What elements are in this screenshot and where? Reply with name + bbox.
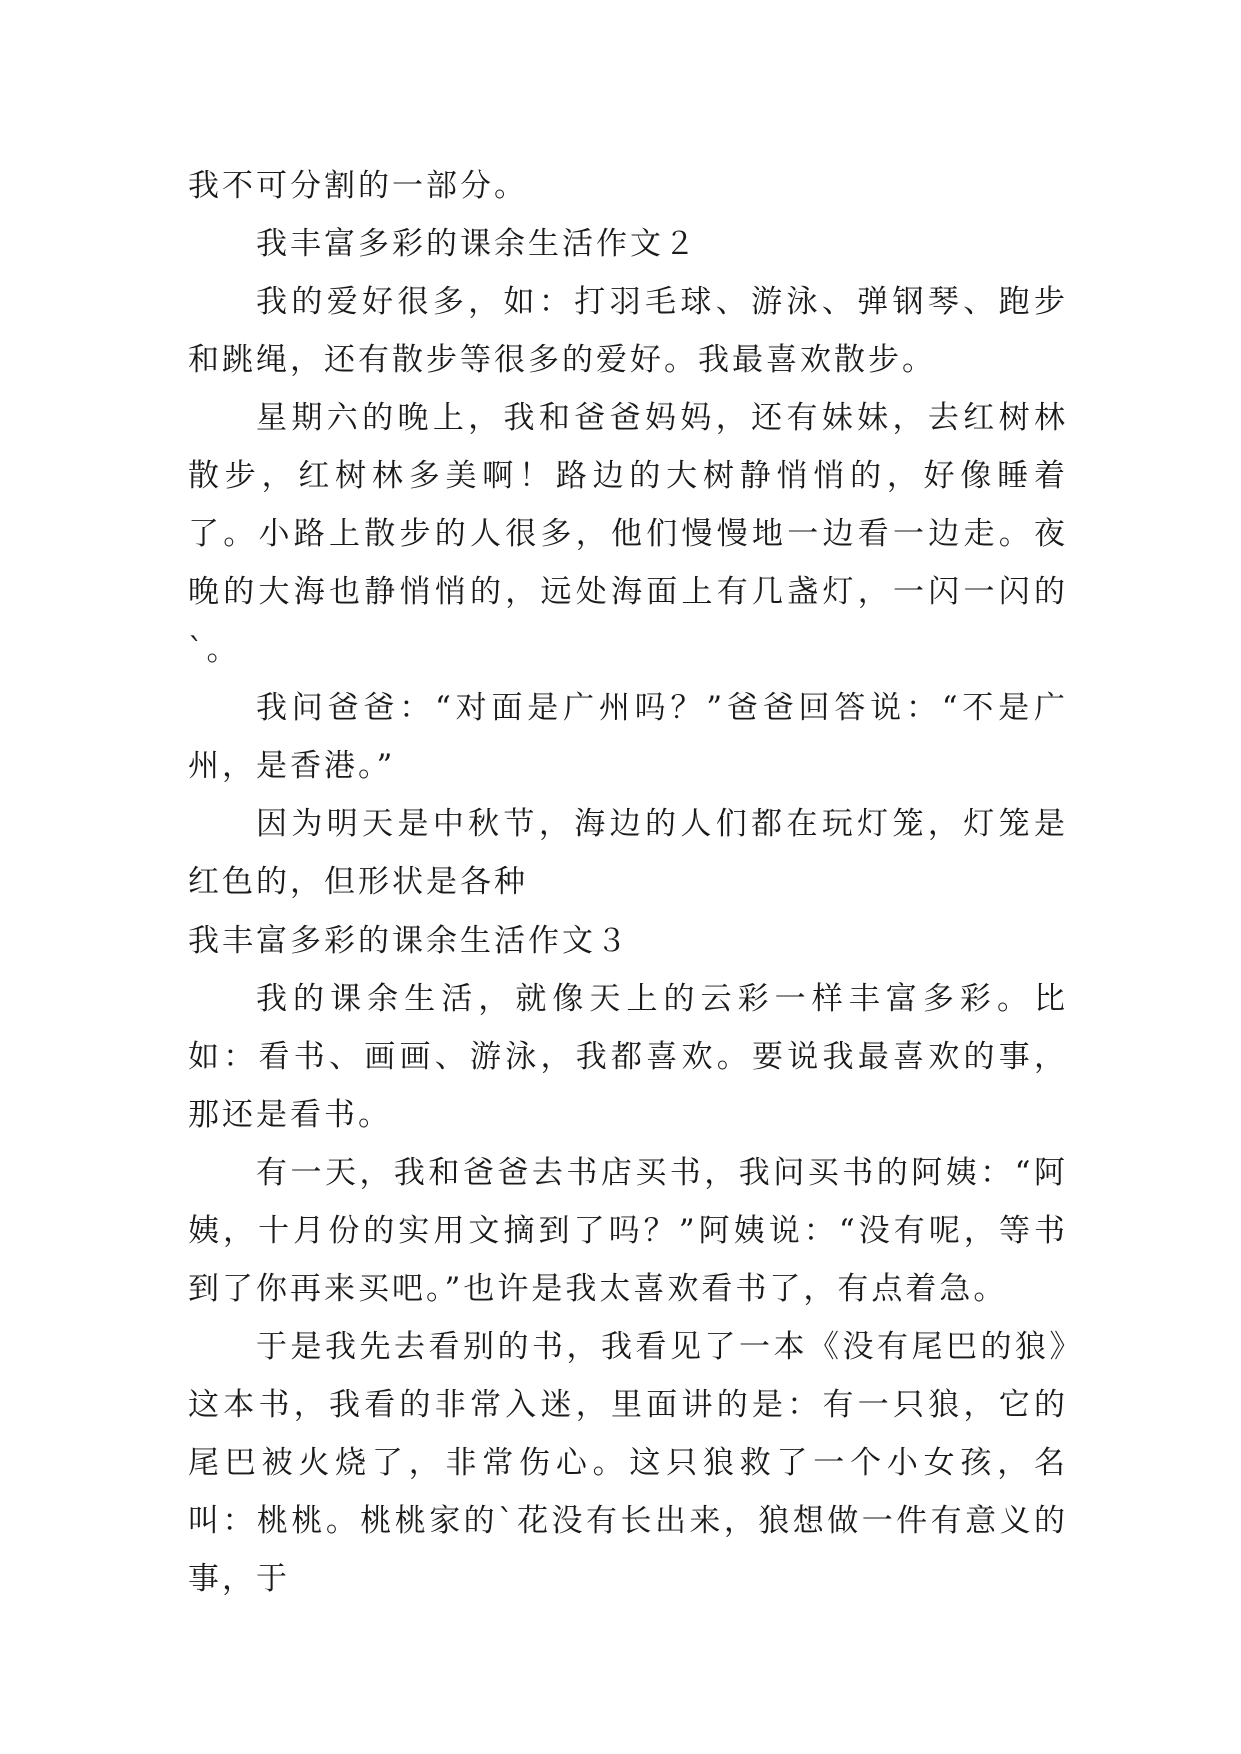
paragraph: 我的课余生活，就像天上的云彩一样丰富多彩。比如：看书、画画、游泳，我都喜欢。要说我最喜欢的事，那还是看书。 xyxy=(188,981,1068,1133)
continuation-paragraph: 我不可分割的一部分。 xyxy=(188,168,528,204)
essay-section-2 xyxy=(188,157,1068,911)
essay-heading-3: 我丰富多彩的课余生活作文３ xyxy=(188,923,630,959)
paragraph: 有一天，我和爸爸去书店买书，我问买书的阿姨：“阿姨，十月份的实用文摘到了吗？”阿姨说：“没有呢，等书到了你再来买吧。”也许是我太喜欢看书了，有点着急。 xyxy=(188,1155,1068,1307)
paragraph: 我问爸爸：“对面是广州吗？”爸爸回答说：“不是广州，是香港。” xyxy=(188,690,1068,784)
paragraph: 我的爱好很多，如：打羽毛球、游泳、弹钢琴、跑步和跳绳，还有散步等很多的爱好。我最喜欢散步。 xyxy=(188,284,1068,378)
essay-section-3 xyxy=(188,912,1068,1608)
paragraph: 于是我先去看别的书，我看见了一本《没有尾巴的狼》这本书，我看的非常入迷，里面讲的是：有一只狼，它的尾巴被火烧了，非常伤心。这只狼救了一个小女孩，名叫：桃桃。桃桃家的`花没有长出来，狼想做一件有意义的事，于 xyxy=(188,1329,1068,1597)
paragraph: 因为明天是中秋节，海边的人们都在玩灯笼，灯笼是红色的，但形状是各种 xyxy=(188,806,1068,900)
paragraph: 星期六的晚上，我和爸爸妈妈，还有妹妹，去红树林散步，红树林多美啊！路边的大树静悄悄的，好像睡着了。小路上散步的人很多，他们慢慢地一边看一边走。夜晚的大海也静悄悄的，远处海面上有几盏灯，一闪一闪的`。 xyxy=(188,400,1068,668)
essay-heading-2: 我丰富多彩的课余生活作文２ xyxy=(256,226,698,262)
